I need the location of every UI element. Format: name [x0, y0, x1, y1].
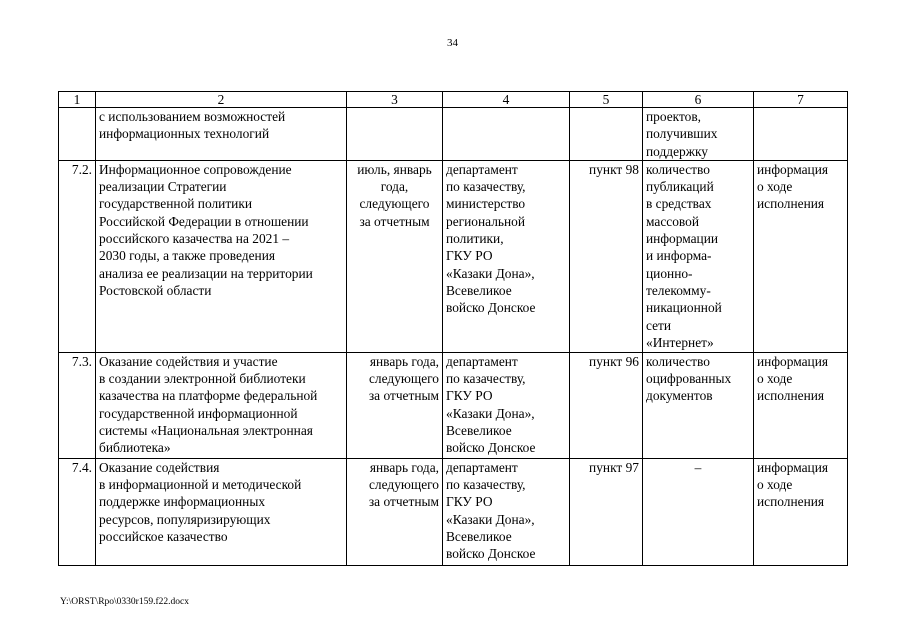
- cell-task: Оказание содействия и участие в создании электронной библиотеки казачества на платформе федеральной государственной информационной системы «Национальная электронная библиотека»: [96, 352, 347, 458]
- column-header: 5: [570, 92, 643, 108]
- column-header: 7: [754, 92, 848, 108]
- cell-deadline: июль, январь года, следующего за отчетным: [347, 160, 443, 352]
- column-header: 4: [443, 92, 570, 108]
- cell-deadline: [347, 108, 443, 161]
- cell-task: с использованием возможностей информационных технологий: [96, 108, 347, 161]
- cell-report: информация о ходе исполнения: [754, 352, 848, 458]
- cell-number: 7.4.: [59, 458, 96, 565]
- cell-deadline: январь года, следующего за отчетным: [347, 458, 443, 565]
- cell-deadline: январь года, следующего за отчетным: [347, 352, 443, 458]
- column-header: 2: [96, 92, 347, 108]
- cell-number: 7.2.: [59, 160, 96, 352]
- cell-indicator: количество публикаций в средствах массовой информации и информа- ционно- телекомму- никационной сети «Интернет»: [643, 160, 754, 352]
- cell-number: [59, 108, 96, 161]
- column-header: 1: [59, 92, 96, 108]
- cell-task: Информационное сопровождение реализации Стратегии государственной политики Российской Федерации в отношении российского казачества на 2021 – 2030 годы, а также проведения анализа ее реализации на территории Ростовской области: [96, 160, 347, 352]
- table-row-continuation: [59, 108, 848, 161]
- column-header: 6: [643, 92, 754, 108]
- cell-reference: пункт 97: [570, 458, 643, 565]
- cell-report: информация о ходе исполнения: [754, 160, 848, 352]
- table-row-7-4: [59, 458, 848, 565]
- cell-reference: [570, 108, 643, 161]
- cell-executor: [443, 108, 570, 161]
- table-row-7-2: [59, 160, 848, 352]
- cell-indicator: количество оцифрованных документов: [643, 352, 754, 458]
- cell-task: Оказание содействия в информационной и методической поддержке информационных ресурсов, популяризирующих российское казачество: [96, 458, 347, 565]
- cell-executor: департамент по казачеству, ГКУ РО «Казаки Дона», Всевеликое войско Донское: [443, 458, 570, 565]
- cell-report: [754, 108, 848, 161]
- cell-reference: пункт 96: [570, 352, 643, 458]
- action-plan-table: [58, 91, 848, 566]
- cell-executor: департамент по казачеству, министерство региональной политики, ГКУ РО «Казаки Дона», Всевеликое войско Донское: [443, 160, 570, 352]
- table-header-row: [59, 92, 848, 108]
- page-number: 34: [447, 37, 458, 49]
- cell-report: информация о ходе исполнения: [754, 458, 848, 565]
- cell-indicator: проектов, получивших поддержку: [643, 108, 754, 161]
- column-header: 3: [347, 92, 443, 108]
- cell-reference: пункт 98: [570, 160, 643, 352]
- footer-file-path: Y:\ORST\Rpo\0330r159.f22.docx: [60, 597, 189, 607]
- cell-number: 7.3.: [59, 352, 96, 458]
- table-row-7-3: [59, 352, 848, 458]
- cell-indicator: –: [643, 458, 754, 565]
- cell-executor: департамент по казачеству, ГКУ РО «Казаки Дона», Всевеликое войско Донское: [443, 352, 570, 458]
